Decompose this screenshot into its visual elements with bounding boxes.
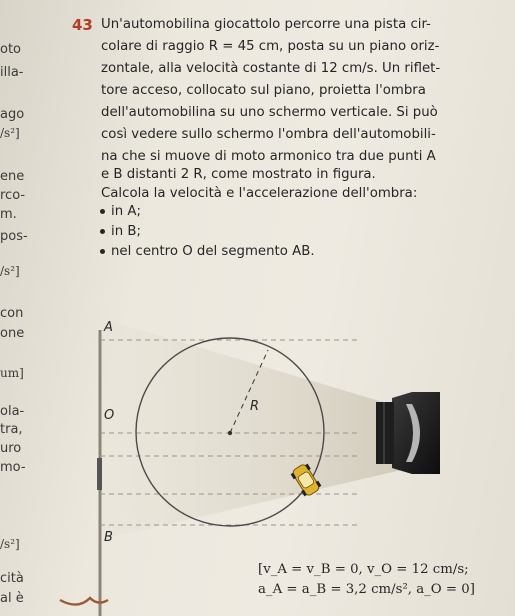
left-column-fragment: ene — [0, 169, 25, 184]
problem-text-line: e B distanti 2 R, come mostrato in figura. — [101, 167, 376, 182]
bullet-item-a: in A; — [100, 204, 141, 219]
problem-text-line: tore acceso, collocato sul piano, proietta l'ombra — [101, 83, 426, 98]
label-r: R — [250, 399, 260, 414]
left-column-fragment: cità — [0, 571, 24, 586]
left-column-fragment: pos- — [0, 229, 28, 244]
reflector-lamp — [376, 392, 440, 474]
problem-text-line: così vedere sullo schermo l'ombra dell'automobili- — [101, 127, 436, 142]
bullet-item-b: in B; — [100, 224, 141, 239]
left-column-fragment: one — [0, 326, 25, 341]
answer-line-2: a_A = a_B = 3,2 cm/s², a_O = 0] — [258, 582, 475, 597]
left-column-fragment: tra, — [0, 422, 23, 437]
problem-number: 43 — [72, 16, 93, 34]
left-column-fragment: illa- — [0, 65, 24, 80]
problem-text-line: colare di raggio R = 45 cm, posta su un piano oriz- — [101, 39, 440, 54]
problem-text-line: Calcola la velocità e l'accelerazione dell'ombra: — [101, 186, 418, 201]
bullet-item-o: nel centro O del segmento AB. — [100, 244, 315, 259]
light-beam — [100, 318, 410, 540]
problem-text-line: dell'automobilina su uno schermo verticale. Si può — [101, 105, 438, 120]
label-o: O — [104, 408, 115, 423]
left-column-fragment: ola- — [0, 404, 25, 419]
left-column-fragment: um] — [0, 366, 24, 380]
left-column-fragment: uro — [0, 441, 22, 456]
left-column-fragment: /s²] — [0, 126, 20, 140]
left-column-fragment: mo- — [0, 460, 26, 475]
label-b: B — [104, 530, 113, 545]
left-column-fragment: /s²] — [0, 537, 20, 551]
problem-text-line: na che si muove di moto armonico tra due punti A — [101, 149, 436, 164]
problem-text-line: zontale, alla velocità costante di 12 cm/s. Un riflet- — [101, 61, 441, 76]
left-column-fragment: al è — [0, 591, 24, 606]
left-column-fragment: ago — [0, 107, 25, 122]
shadow-on-screen — [97, 458, 102, 490]
left-column-fragment: /s²] — [0, 264, 20, 278]
label-a: A — [104, 320, 113, 335]
left-column-fragment: m. — [0, 207, 17, 222]
left-column-fragment: oto — [0, 42, 22, 57]
problem-text-line: Un'automobilina giocattolo percorre una pista cir- — [101, 17, 431, 32]
left-column-fragment: con — [0, 306, 24, 321]
answer-line-1: [v_A = v_B = 0, v_O = 12 cm/s; — [258, 562, 469, 577]
left-column-fragment: rco- — [0, 188, 26, 203]
